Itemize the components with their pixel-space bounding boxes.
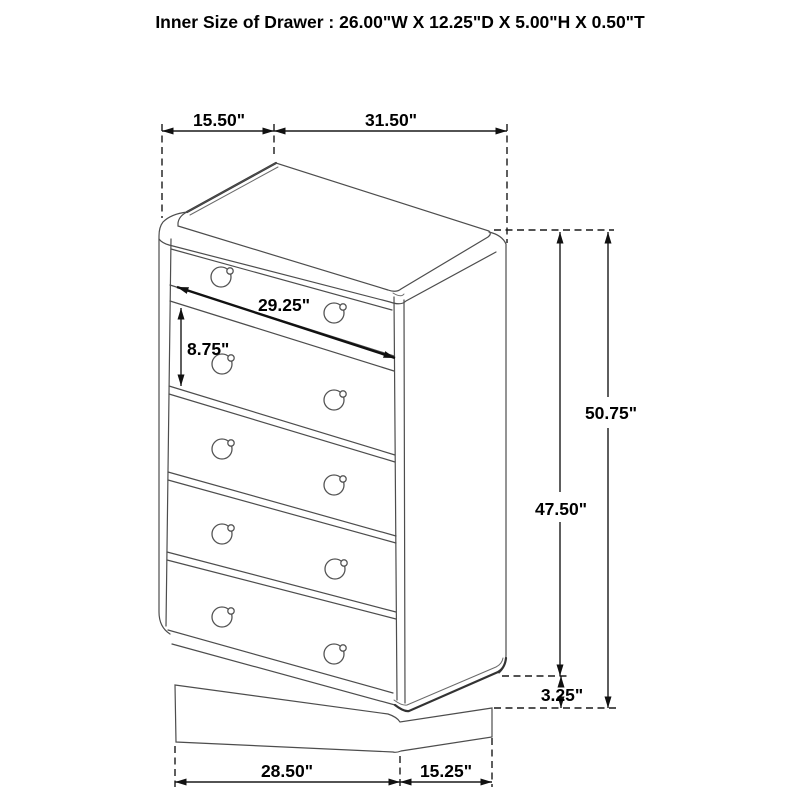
label-body-height: 47.50" <box>534 499 588 519</box>
dimension-labels <box>187 110 637 781</box>
label-drawer-width: 29.25" <box>257 295 311 315</box>
drawer-knobs <box>211 267 347 664</box>
label-base-depth: 15.25" <box>419 761 473 781</box>
label-top-depth: 15.50" <box>192 110 246 130</box>
label-top-width: 31.50" <box>364 110 418 130</box>
label-base-height: 3.25" <box>540 685 584 705</box>
label-drawer-height: 8.75" <box>187 339 230 359</box>
cabinet-top-slab <box>159 163 506 673</box>
label-base-width: 28.50" <box>260 761 314 781</box>
label-overall-height: 50.75" <box>584 403 638 423</box>
page-title: Inner Size of Drawer : 26.00"W X 12.25"D X 5.00"H X 0.50"T <box>155 12 645 32</box>
